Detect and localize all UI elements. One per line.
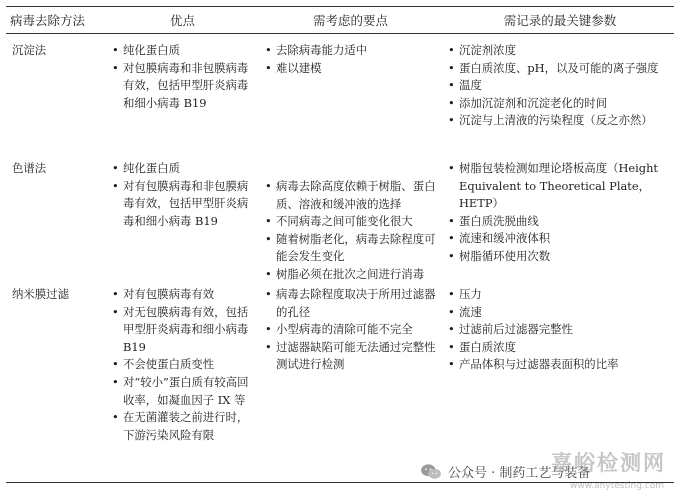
- wechat-icon: [420, 463, 442, 481]
- list-item: • 树脂必须在批次之间进行消毒: [263, 266, 438, 284]
- list-item: • 纯化蛋白质: [110, 160, 255, 178]
- list-item: • 去除病毒能力适中: [263, 42, 438, 60]
- list-item: • 流速: [446, 304, 674, 322]
- list-item: • 对有包膜病毒有效: [110, 286, 255, 304]
- list-item: • 病毒去除高度依赖于树脂、蛋白质、溶液和缓冲液的选择: [263, 178, 438, 213]
- list-item: • 小型病毒的清除可能不完全: [263, 321, 438, 339]
- header-advantages: 优点: [169, 13, 195, 28]
- table-header-row: [6, 7, 674, 34]
- wechat-label-text: 公众号 · 制药工艺与装备: [448, 466, 591, 481]
- list-item: • 压力: [446, 286, 674, 304]
- list-item: • 病毒去除程度取决于所用过滤器的孔径: [263, 286, 438, 321]
- list-item: • 对包膜病毒和非包膜病毒有效，包括甲型肝炎病毒和细小病毒 B19: [110, 60, 255, 113]
- list-item: • 不会使蛋白质变性: [110, 356, 255, 374]
- list-item: • 蛋白质浓度: [446, 339, 674, 357]
- header-method: 病毒去除方法: [10, 13, 86, 28]
- list-item: • 蛋白质浓度、pH，以及可能的离子强度: [446, 60, 674, 78]
- list-item: • 树脂包装检测如理论塔板高度（Height Equivalent to Theoretical Plate，HETP）: [446, 160, 674, 213]
- header-considerations: 需考虑的要点: [312, 13, 388, 28]
- watermark-url: www.anytesting.com: [570, 481, 664, 491]
- list-item: • 温度: [446, 77, 674, 95]
- considerations-list: [263, 178, 438, 284]
- table-row: [6, 158, 674, 282]
- list-item: • 树脂循环使用次数: [446, 248, 674, 266]
- method-cell: 沉淀法: [12, 43, 47, 57]
- list-item: • 流速和缓冲液体积: [446, 230, 674, 248]
- list-item: • 产品体积与过滤器表面积的比率: [446, 356, 674, 374]
- list-item: • 添加沉淀剂和沉淀老化的时间: [446, 95, 674, 113]
- advantages-list: [110, 286, 255, 444]
- list-item: • 不同病毒之间可能变化很大: [263, 213, 438, 231]
- list-item: • 蛋白质洗脱曲线: [446, 213, 674, 231]
- parameters-list: [446, 286, 674, 374]
- advantages-list: [110, 160, 255, 230]
- method-cell: 色谱法: [12, 161, 47, 175]
- list-item: • 对无包膜病毒有效，包括甲型肝炎病毒和细小病毒 B19: [110, 304, 255, 357]
- header-parameters: 需记录的最关键参数: [503, 13, 617, 28]
- table-row: [6, 34, 674, 158]
- parameters-list: [446, 42, 674, 130]
- virus-removal-table: [6, 6, 674, 483]
- considerations-list: [263, 286, 438, 374]
- list-item: • 随着树脂老化，病毒去除程度可能会发生变化: [263, 231, 438, 266]
- list-item: • 在无菌灌装之前进行时，下游污染风险有限: [110, 409, 255, 444]
- list-item: • 难以建模: [263, 60, 438, 78]
- list-item: • 沉淀与上清液的污染程度（反之亦然）: [446, 112, 674, 130]
- list-item: • 纯化蛋白质: [110, 42, 255, 60]
- considerations-list: [263, 42, 438, 77]
- list-item: • 沉淀剂浓度: [446, 42, 674, 60]
- list-item: • 过滤前后过滤器完整性: [446, 321, 674, 339]
- list-item: • 对“较小”蛋白质有较高回收率，如凝血因子 IX 等: [110, 374, 255, 409]
- method-cell: 纳米膜过滤: [12, 287, 69, 301]
- advantages-list: [110, 42, 255, 112]
- watermark-text: 嘉峪检测网: [551, 451, 666, 475]
- parameters-list: [446, 160, 674, 266]
- list-item: • 过滤器缺陷可能无法通过完整性测试进行检测: [263, 339, 438, 374]
- list-item: • 对有包膜病毒和非包膜病毒有效，包括甲型肝炎病毒和细小病毒 B19: [110, 178, 255, 231]
